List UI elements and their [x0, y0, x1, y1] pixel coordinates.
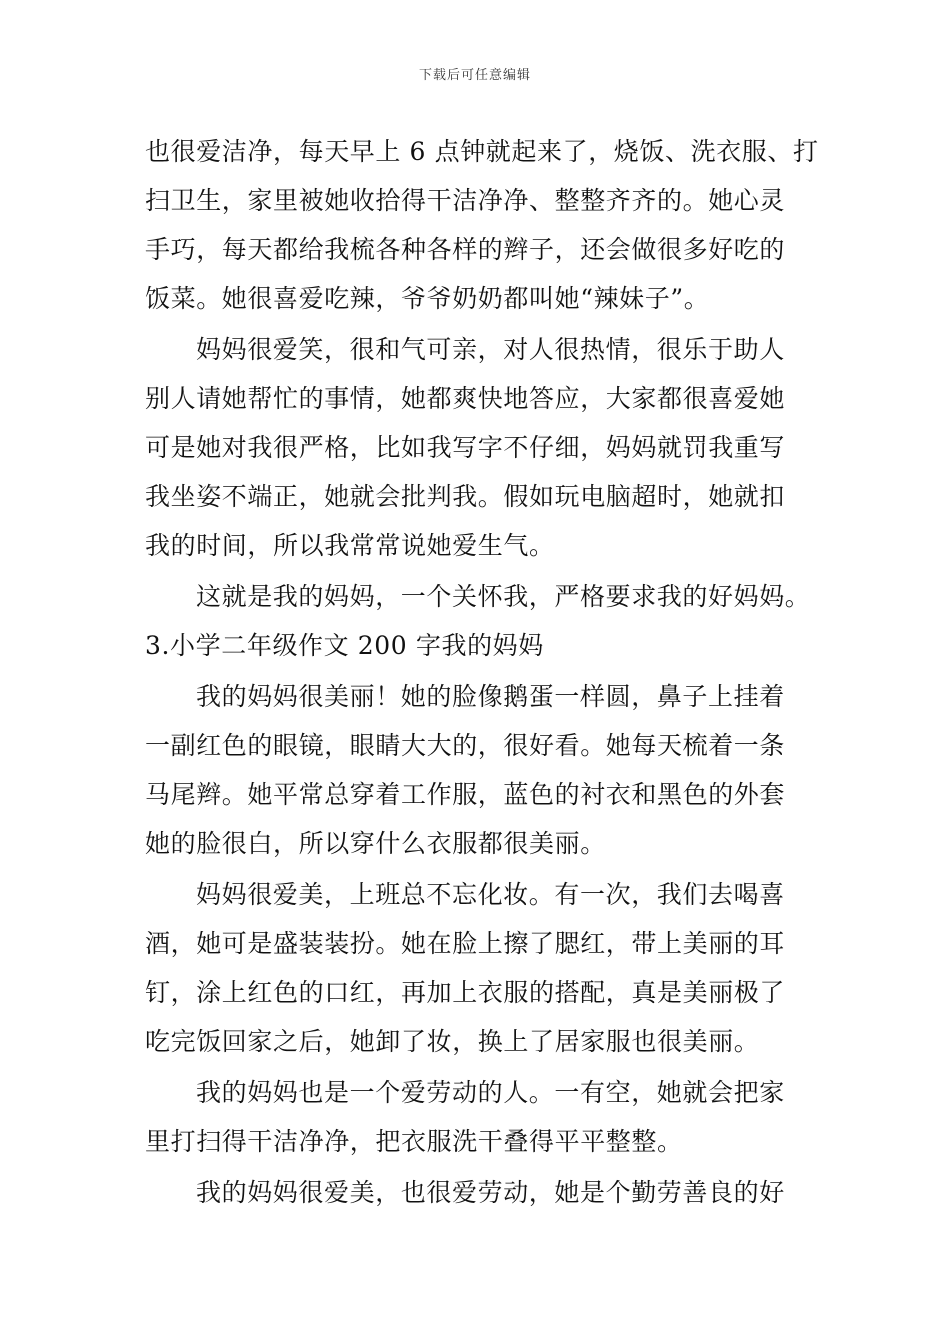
text-line: 我坐姿不端正，她就会批判我。假如玩电脑超时，她就扣 — [145, 482, 786, 511]
text-line: 酒，她可是盛装装扮。她在脸上擦了腮红，带上美丽的耳 — [145, 929, 786, 958]
text-line: 她的脸很白，所以穿什么衣服都很美丽。 — [145, 829, 606, 858]
text-line: 也很爱洁净，每天早上 6 点钟就起来了，烧饭、洗衣服、打 — [145, 137, 819, 166]
document-body — [145, 127, 819, 1217]
page-header: 下载后可任意编辑 — [418, 68, 531, 83]
paragraph-first-line: 我的妈妈也是一个爱劳动的人。一有空，她就会把家 — [196, 1078, 785, 1107]
paragraph-first-line: 我的妈妈很爱美，也很爱劳动，她是个勤劳善良的好 — [196, 1178, 785, 1207]
text-line: 一副红色的眼镜，眼睛大大的，很好看。她每天梳着一条 — [145, 731, 786, 760]
text-line: 手巧，每天都给我梳各种各样的辫子，还会做很多好吃的 — [145, 235, 786, 264]
text-line: 别人请她帮忙的事情，她都爽快地答应，大家都很喜爱她 — [145, 384, 786, 413]
section-heading: 3.小学二年级作文 200 字我的妈妈 — [145, 631, 544, 660]
text-line: 扫卫生，家里被她收拾得干洁净净、整整齐齐的。她心灵 — [145, 186, 786, 215]
text-line: 我的时间，所以我常常说她爱生气。 — [145, 531, 555, 560]
text-line: 钉，涂上红色的口红，再加上衣服的搭配，真是美丽极了 — [145, 978, 786, 1007]
paragraph-first-line: 我的妈妈很美丽！她的脸像鹅蛋一样圆，鼻子上挂着 — [196, 682, 785, 711]
paragraph-first-line: 这就是我的妈妈，一个关怀我，严格要求我的好妈妈。 — [196, 582, 811, 611]
paragraph-first-line: 妈妈很爱美，上班总不忘化妆。有一次，我们去喝喜 — [196, 880, 785, 909]
text-line: 吃完饭回家之后，她卸了妆，换上了居家服也很美丽。 — [145, 1027, 760, 1056]
text-line: 马尾辫。她平常总穿着工作服，蓝色的衬衣和黑色的外套 — [145, 780, 786, 809]
text-line: 可是她对我很严格，比如我写字不仔细，妈妈就罚我重写 — [145, 433, 786, 462]
text-line: 饭菜。她很喜爱吃辣，爷爷奶奶都叫她“辣妹子”。 — [145, 284, 710, 313]
paragraph-first-line: 妈妈很爱笑，很和气可亲，对人很热情，很乐于助人 — [196, 335, 785, 364]
text-line: 里打扫得干洁净净，把衣服洗干叠得平平整整。 — [145, 1127, 683, 1156]
